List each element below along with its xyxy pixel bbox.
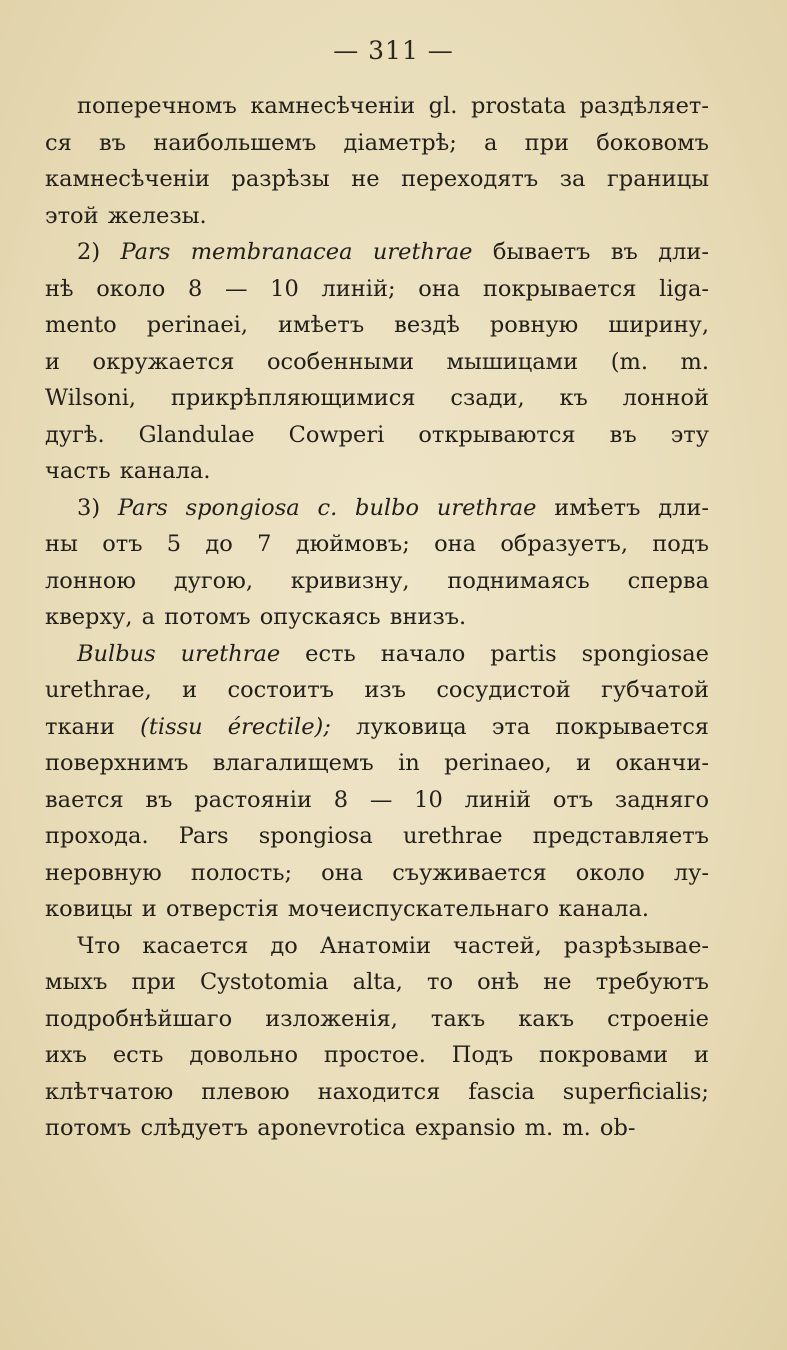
line-rest: имѣетъ дли-	[536, 494, 709, 521]
text-line: дугѣ. Glandulae Cowperi открываются въ эту	[45, 421, 709, 448]
text-line	[45, 490, 709, 527]
line-prefix: 3)	[77, 494, 118, 521]
text-line: потомъ слѣдуетъ aponevrotica expansio m. m. ob-	[45, 1115, 636, 1141]
text-line: ковицы и отверстія мочеиспускательнаго канала.	[45, 896, 650, 922]
text-line: этой железы.	[45, 202, 207, 229]
line-prefix: 2)	[77, 239, 121, 265]
text-line: и окружается особенными мышицами (m. m.	[45, 348, 709, 375]
text-line	[45, 234, 709, 271]
latin-term: Bulbus urethrae	[77, 640, 281, 667]
page-number: — 311 —	[333, 36, 454, 65]
text-line: ся въ наибольшемъ діаметрѣ; а при боковомъ	[45, 129, 709, 156]
text-line: прохода. Pars spongiosa urethrae представляетъ	[45, 823, 709, 849]
text-line: Wilsoni, прикрѣпляющимися сзади, къ лонной	[45, 385, 709, 411]
latin-term: Pars membranacea urethrae	[120, 239, 473, 265]
text-line: клѣтчатою плевою находится fascia superficialis;	[45, 1078, 709, 1105]
line-rest: бываетъ въ дли-	[472, 239, 709, 265]
text-line: нѣ около 8 — 10 линій; она покрывается liga-	[45, 275, 709, 302]
text-line: подробнѣйшаго изложенія, такъ какъ строеніе	[45, 1005, 709, 1032]
text-line: камнесѣченіи разрѣзы не переходятъ за границы	[45, 166, 709, 192]
text-line: неровную полость; она съуживается около лу-	[45, 859, 709, 886]
line-rest: луковица эта покрывается	[330, 713, 709, 740]
line-rest: есть начало partis spongiosae	[280, 640, 709, 667]
text-line	[45, 636, 709, 673]
text-line: mento perinaei, имѣетъ вездѣ ровную ширину,	[45, 312, 709, 338]
line-prefix: ткани	[45, 713, 141, 740]
text-line: вается въ растояніи 8 — 10 линій отъ задняго	[45, 786, 709, 813]
text-line: мыхъ при Cystotomia alta, то онѣ не требуютъ	[45, 969, 709, 995]
text-line: поперечномъ камнесѣченіи gl. prostata раздѣляет-	[77, 93, 709, 119]
text-line: Что касается до Анатоміи частей, разрѣзывае-	[77, 932, 709, 959]
text-line: часть канала.	[45, 458, 211, 484]
latin-term: Pars spongiosa c. bulbo urethrae	[117, 494, 537, 521]
body-text	[45, 88, 709, 1147]
text-line: лонною дугою, кривизну, поднимаясь сперва	[45, 567, 709, 594]
text-line: urethrae, и состоитъ изъ сосудистой губчатой	[45, 677, 709, 703]
text-line: ихъ есть довольно простое. Подъ покровами и	[45, 1042, 709, 1068]
text-line: поверхнимъ влагалищемъ in perinaeo, и оканчи-	[45, 750, 709, 776]
text-line: ны отъ 5 до 7 дюймовъ; она образуетъ, подъ	[45, 531, 709, 557]
latin-term: (tissu érectile);	[140, 713, 331, 740]
text-line: кверху, а потомъ опускаясь внизъ.	[45, 604, 467, 630]
text-line	[45, 709, 709, 746]
